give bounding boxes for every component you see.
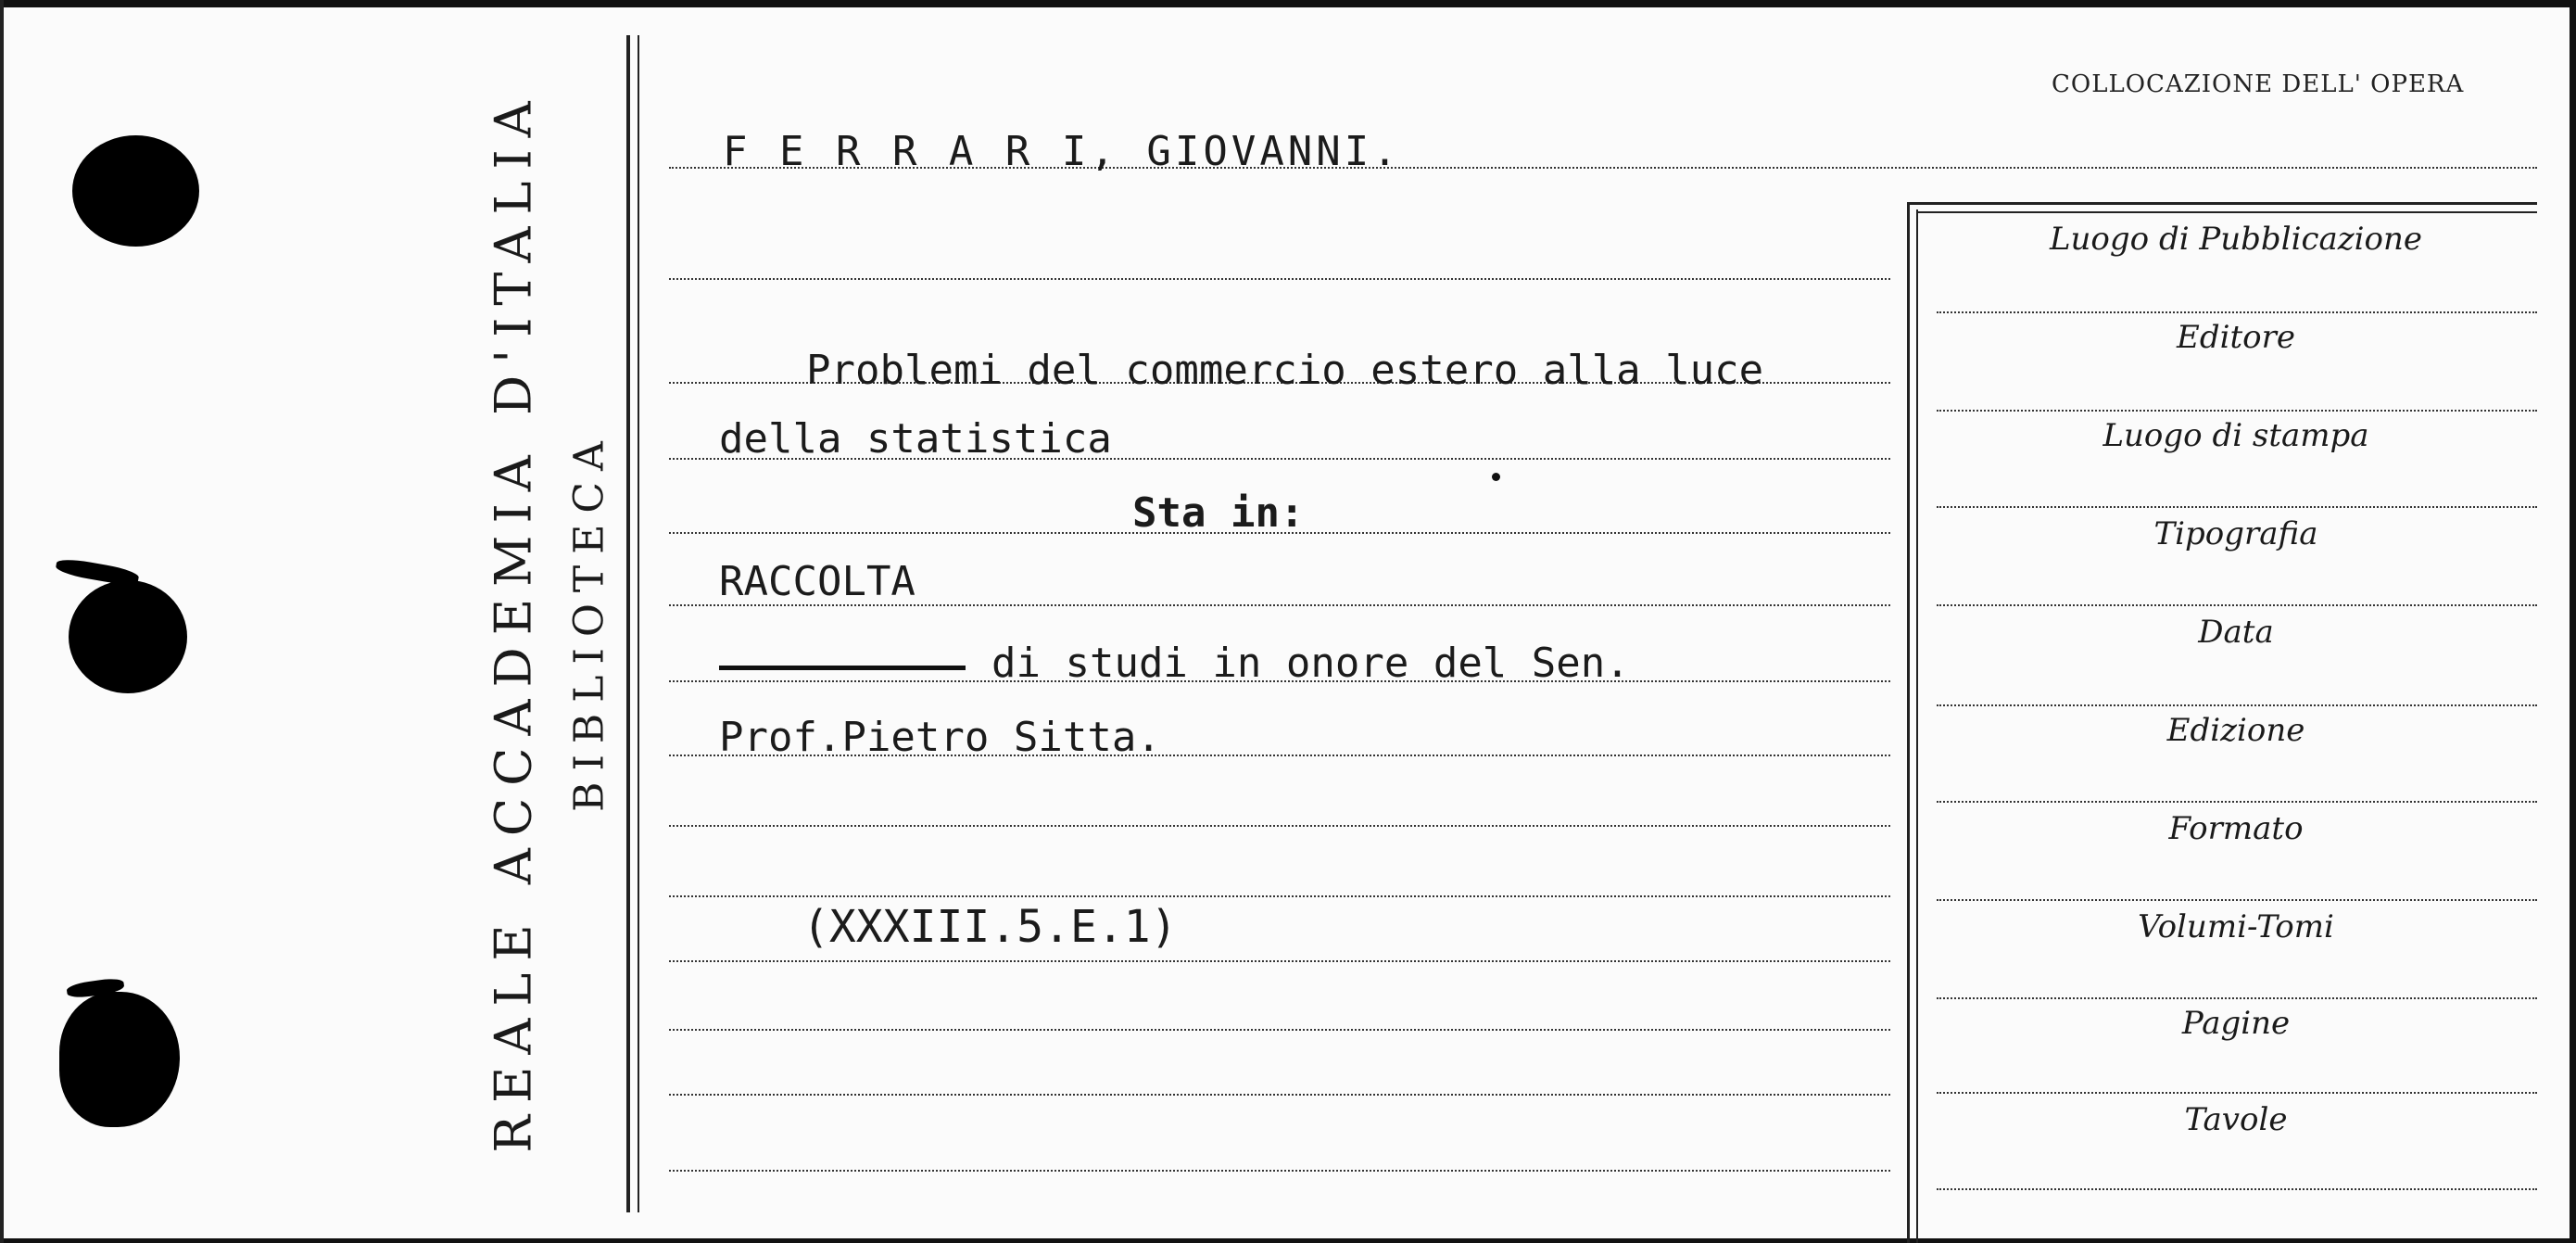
punch-hole [69,580,187,693]
card-left-border [0,0,4,1243]
card-top-border [0,0,2576,7]
contained-in-label: Sta in: [1132,489,1305,537]
ditto-dash [719,666,966,670]
right-box-rule [1916,209,1918,1243]
dotted-line [669,278,1890,280]
card-bottom-border [0,1238,2576,1243]
left-double-rule [626,35,630,1212]
author-name: F E R R A R I, GIOVANNI. [723,128,1401,175]
field-tavole: Tavole [2184,1101,2288,1138]
dotted-line [1937,410,2537,412]
right-box-rule [1907,202,1910,1243]
shelfmark: (XXXIII.5.E.1) [802,901,1178,953]
dotted-line [1937,997,2537,999]
punch-hole [59,992,180,1127]
collection-line-2: di studi in onore del Sen. [991,640,1630,687]
dotted-line [669,960,1890,962]
dotted-line [1937,801,2537,803]
institution-name: REALE ACCADEMIA D'ITALIA [484,89,543,1153]
right-box-top-rule [1907,202,2537,205]
field-data: Data [2198,614,2274,651]
collection-line-3: Prof.Pietro Sitta. [719,714,1161,761]
dotted-line [669,895,1890,897]
collocation-label: COLLOCAZIONE DELL' OPERA [2052,70,2465,98]
field-luogo-stampa: Luogo di stampa [2102,417,2369,454]
punch-hole [72,135,199,247]
field-pagine: Pagine [2181,1005,2291,1042]
card-right-border [2570,0,2576,1243]
dotted-line [669,825,1890,827]
dotted-line [1937,1092,2537,1094]
collection-name: RACCOLTA [719,558,915,605]
field-tipografia: Tipografia [2153,515,2318,552]
dotted-line [669,1029,1890,1031]
field-editore: Editore [2177,319,2295,356]
dotted-line [1937,899,2537,901]
ink-speck [1492,473,1500,481]
dotted-line [1937,604,2537,606]
dotted-line [669,1094,1890,1096]
right-box-top-rule [1916,211,2537,213]
field-luogo-pubblicazione: Luogo di Pubblicazione [2049,221,2423,258]
field-volumi-tomi: Volumi-Tomi [2138,908,2334,945]
dotted-line [1937,506,2537,508]
field-formato: Formato [2168,810,2304,847]
field-edizione: Edizione [2166,712,2305,749]
title-line-1: Problemi del commercio estero alla luce [806,347,1764,394]
left-double-rule [638,35,639,1212]
dotted-line [1937,1188,2537,1190]
dotted-line [1937,704,2537,706]
dotted-line [1937,311,2537,313]
dotted-line [669,1170,1890,1172]
title-line-2: della statistica [719,415,1112,463]
library-name: BIBLIOTECA [565,430,613,812]
